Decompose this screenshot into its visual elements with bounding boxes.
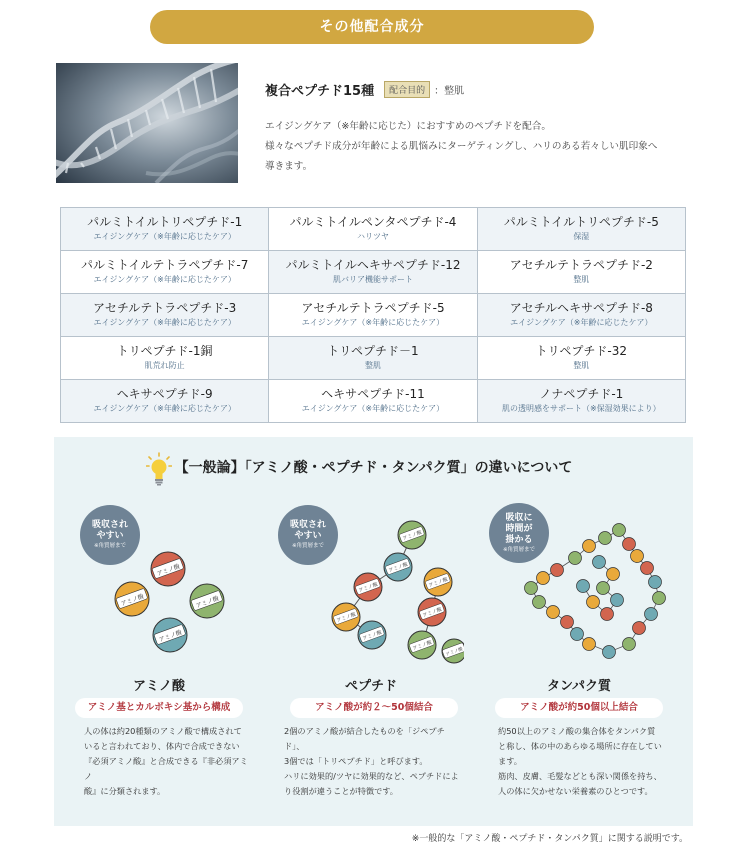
peptide-title: ペプチド: [344, 679, 397, 694]
peptide-effect: エイジングケア（※年齢に応じたケア）: [93, 318, 236, 327]
info-heading: 【一般論】「アミノ酸・ペプチド・タンパク質」の違いについて: [174, 460, 573, 476]
table-cell: [61, 380, 269, 423]
peptide-effect: エイジングケア（※年齢に応じたケア）: [510, 318, 653, 327]
table-row: [61, 294, 686, 337]
purpose-badge: 配合目的: [384, 81, 430, 98]
peptide-effect: エイジングケア（※年齢に応じたケア）: [301, 318, 445, 327]
protein-description: [498, 724, 666, 799]
amino-molecule-red: [151, 552, 185, 586]
peptide-effect: 肌荒れ防止: [144, 361, 185, 370]
text-line: 3個では「トリペプチド」と呼びます。: [284, 756, 428, 766]
description-line: エイジングケア（※年齢に応じた）におすすめのペプチドを配合。: [265, 121, 551, 132]
table-cell: [477, 294, 685, 337]
amino-molecule-orange: [115, 582, 149, 616]
protein-summary: アミノ酸が約50個以上結合: [495, 698, 663, 718]
molecule-label: アミノ酸: [120, 593, 145, 608]
peptide-name: アセチルテトラペプチド-5: [301, 301, 445, 315]
peptide-chain-molecules: [332, 521, 464, 663]
text-line: 『必須アミノ酸』と合成できる『非必須アミノ: [84, 756, 248, 781]
peptide-effect: 肌の透明感をサポート（※保湿効果により）: [501, 404, 661, 413]
peptide-effect: 整肌: [364, 361, 381, 370]
purpose-value: ：整肌: [434, 86, 465, 97]
peptide-name: アセチルヘキサペプチド-8: [509, 301, 653, 315]
molecule-label: アミノ酸: [387, 561, 409, 575]
molecule-label: アミノ酸: [427, 576, 449, 590]
peptide-effect: 整肌: [573, 361, 590, 370]
table-cell: [477, 337, 685, 380]
product-description: [265, 117, 705, 177]
peptide-name: パルミトイルテトラペプチド-7: [80, 258, 249, 272]
badge-line: 吸収され: [91, 520, 128, 530]
text-line: 酸』に分類されます。: [84, 786, 166, 796]
table-row: [61, 380, 686, 423]
footnote: ※一般的な「アミノ酸・ペプチド・タンパク質」に関する説明です。: [411, 834, 688, 844]
protein-title: タンパク質: [546, 679, 612, 694]
peptide-name: パルミトイルヘキサペプチド-12: [285, 258, 461, 272]
info-panel: [54, 437, 693, 826]
molecule-label: アミノ酸: [357, 581, 379, 595]
text-line: 約50以上のアミノ酸の集合体をタンパク質: [498, 726, 656, 736]
peptide-name: ヘキサペプチド-9: [116, 387, 213, 401]
text-line: と称し、体の中のあらゆる場所に存在してい: [498, 741, 662, 751]
peptide-name: トリペプチド-32: [535, 344, 627, 358]
peptide-summary: アミノ酸が約２～50個結合: [290, 698, 458, 718]
peptide-name: パルミトイルトリペプチド-1: [87, 215, 243, 229]
peptide-effect: エイジングケア（※年齢に応じたケア）: [301, 404, 445, 413]
table-row: [61, 251, 686, 294]
dna-helix-illustration: [56, 63, 238, 183]
peptide-name: ノナペプチド-1: [539, 387, 624, 401]
peptide-description: [284, 724, 464, 799]
molecule-label: アミノ酸: [411, 639, 433, 653]
amino-acid-illustration: [104, 547, 234, 657]
product-title-row: [265, 80, 705, 99]
badge-line: やすい: [294, 531, 322, 541]
text-line: ます。: [498, 756, 522, 766]
amino-acid-title: アミノ酸: [132, 679, 185, 694]
badge-line: 吸収され: [289, 520, 326, 530]
table-cell: [269, 251, 477, 294]
product-name: 複合ペプチド15種: [265, 84, 375, 99]
text-line: 筋肉、皮膚、毛髪などとも深い関係を持ち、: [498, 771, 662, 781]
badge-line: 時間が: [505, 523, 533, 534]
table-cell: [477, 380, 685, 423]
text-line: 2個のアミノ酸が結合したものを「ジペプチド」、: [284, 726, 445, 751]
peptide-effect: エイジングケア（※年齢に応じたケア）: [93, 275, 236, 284]
molecule-label: アミノ酸: [401, 529, 423, 543]
badge-line: やすい: [96, 531, 124, 541]
molecule-label: アミノ酸: [156, 563, 181, 578]
table-row: [61, 208, 686, 251]
molecule-label: アミノ酸: [361, 629, 383, 643]
table-cell: [477, 208, 685, 251]
description-line: 様々なペプチド成分が年齢による肌悩みにターゲティングし、ハリのある若々しい肌印象へ: [265, 141, 658, 152]
badge-note: ※角質層まで: [502, 546, 536, 553]
peptide-illustration: [291, 517, 464, 667]
peptide-table: [60, 207, 686, 423]
description-line: 導きます。: [265, 161, 313, 172]
section-title: その他配合成分: [150, 10, 594, 44]
table-cell: [61, 251, 269, 294]
peptide-name: トリペプチド－1: [327, 344, 419, 358]
text-line: 人の体は約20種類のアミノ酸で構成されて: [84, 726, 242, 736]
table-cell: [61, 294, 269, 337]
peptide-name: アセチルテトラペプチド-2: [509, 258, 653, 272]
molecule-label: アミノ酸: [195, 595, 220, 610]
peptide-name: ヘキサペプチド-11: [321, 387, 425, 401]
peptide-effect: 整肌: [573, 275, 590, 284]
peptide-effect: エイジングケア（※年齢に応じたケア）: [93, 404, 236, 413]
table-cell: [61, 337, 269, 380]
molecule-label: アミノ酸: [445, 646, 464, 658]
table-cell: [477, 251, 685, 294]
peptide-effect: エイジングケア（※年齢に応じたケア）: [93, 232, 236, 241]
peptide-name: トリペプチド-1銅: [116, 344, 213, 358]
table-cell: [269, 337, 477, 380]
text-line: 人の体に欠かせない栄養素のひとつです。: [498, 786, 653, 796]
molecule-label: アミノ酸: [335, 611, 357, 625]
peptide-name: パルミトイルトリペプチド-5: [503, 215, 659, 229]
amino-acid-summary: アミノ基とカルボキシ基から構成: [75, 698, 243, 718]
peptide-effect: 保湿: [573, 232, 590, 241]
peptide-name: パルミトイルペンタペプチド-4: [289, 215, 457, 229]
peptide-name: アセチルテトラペプチド-3: [93, 301, 237, 315]
text-line: いると言われており、体内で合成できない: [84, 741, 240, 751]
badge-note: ※角質層まで: [93, 543, 127, 549]
peptide-effect: ハリツヤ: [356, 232, 389, 241]
badge-line: 吸収に: [505, 512, 533, 523]
table-row: [61, 337, 686, 380]
peptide-effect: 肌バリア機能サポート: [332, 275, 413, 284]
badge-note: ※角質層まで: [291, 543, 325, 549]
dna-image: [56, 63, 238, 183]
product-info: [265, 80, 705, 177]
table-cell: [269, 380, 477, 423]
badge-line: 掛かる: [505, 534, 533, 545]
amino-molecule-teal: [153, 618, 187, 652]
table-cell: [61, 208, 269, 251]
text-line: ハリに効果的/ツヤに効果的など、ペプチドによ: [284, 771, 459, 781]
text-line: り役割が違うことが特徴です。: [284, 786, 398, 796]
molecule-label: アミノ酸: [158, 629, 183, 644]
amino-molecule-green: [190, 584, 224, 618]
protein-illustration: [519, 522, 669, 672]
amino-acid-description: [84, 724, 252, 799]
protein-chain-molecules: [525, 524, 666, 659]
table-cell: [269, 208, 477, 251]
table-cell: [269, 294, 477, 337]
molecule-label: アミノ酸: [421, 606, 443, 620]
